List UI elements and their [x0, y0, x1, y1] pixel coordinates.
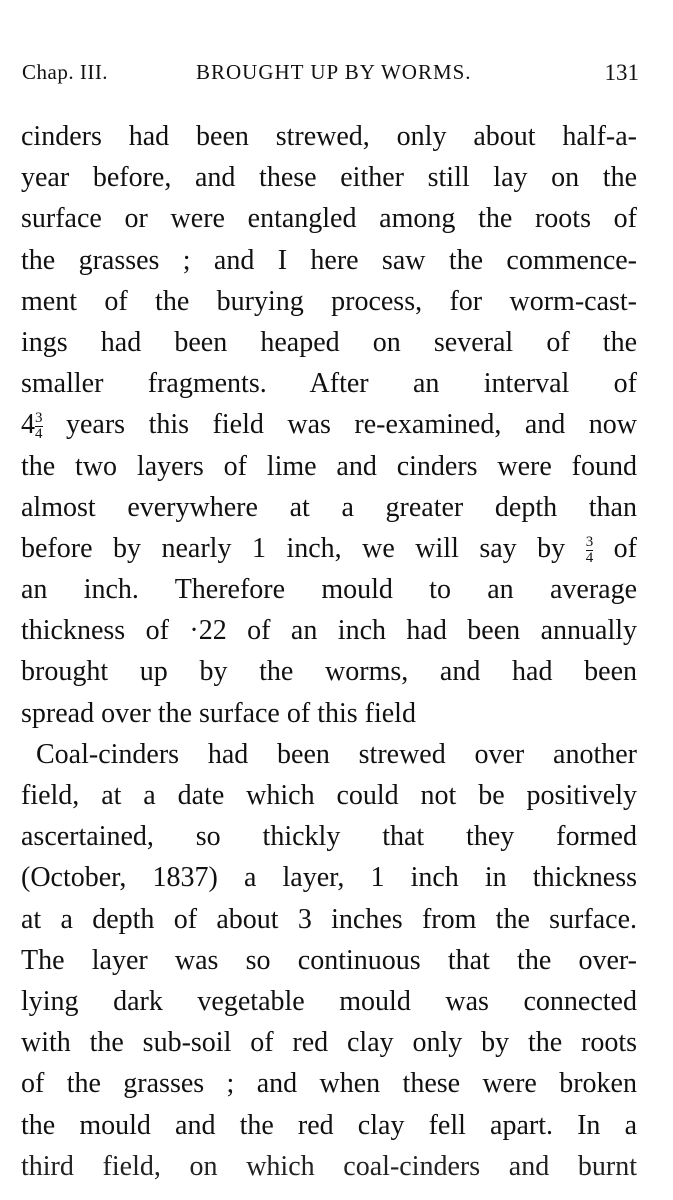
page-header: [22, 60, 639, 94]
text-line: The layer was so continuous that the over-: [21, 944, 637, 976]
text-run: before by nearly 1 inch, we will say by: [21, 532, 586, 564]
text-line: an inch. Therefore mould to an average: [21, 574, 637, 606]
text-line: third field, on which coal-cinders and burnt: [21, 1150, 637, 1182]
text-line: smaller fragments. After an interval of: [21, 368, 637, 400]
fraction-denominator: 4: [585, 549, 594, 566]
text-line: (October, 1837) a layer, 1 inch in thickness: [21, 862, 637, 894]
paragraph-start-line: Coal-cinders had been strewed over another: [36, 738, 637, 770]
text-line: lying dark vegetable mould was connected: [21, 985, 637, 1017]
text-line: ings had been heaped on several of the: [21, 326, 637, 358]
body-text: [21, 116, 637, 1187]
text-line: [21, 404, 637, 445]
text-line: ment of the burying process, for worm-cast-: [21, 285, 637, 317]
text-run: of: [593, 532, 638, 564]
text-line: cinders had been strewed, only about half-a-: [21, 121, 637, 152]
paragraph-end-line: spread over the surface of this field: [21, 697, 416, 729]
text-run: years this field was re-examined, and now: [42, 409, 637, 441]
text-line: the mould and the red clay fell apart. In a: [21, 1109, 637, 1141]
text-line: with the sub-soil of red clay only by the roots: [21, 1027, 637, 1059]
text-line: field, at a date which could not be positively: [21, 780, 637, 811]
text-line: the grasses ; and I here saw the commence-: [21, 244, 637, 276]
text-line: the two layers of lime and cinders were found: [21, 450, 637, 482]
fraction-numerator: 3: [585, 533, 594, 550]
fraction-numerator: 3: [35, 410, 43, 427]
text-line: year before, and these either still lay on the: [21, 162, 637, 194]
text-line: surface or were entangled among the roots of: [21, 203, 637, 235]
fraction: [35, 411, 43, 442]
page-number: 131: [604, 60, 639, 85]
text-line: brought up by the worms, and had been: [21, 656, 637, 688]
text-line: ascertained, so thickly that they formed: [21, 821, 637, 853]
running-title: BROUGHT UP BY WORMS.: [196, 60, 472, 84]
text-line: at a depth of about 3 inches from the surface.: [21, 903, 637, 935]
text-line: [21, 528, 637, 569]
text-line: thickness of ·22 of an inch had been annually: [21, 615, 637, 647]
text-line: of the grasses ; and when these were broken: [21, 1068, 637, 1100]
chapter-label: Chap. III.: [22, 60, 109, 84]
text-line: almost everywhere at a greater depth than: [21, 491, 637, 523]
text-run: 4: [21, 409, 35, 441]
fraction-denominator: 4: [35, 426, 43, 443]
